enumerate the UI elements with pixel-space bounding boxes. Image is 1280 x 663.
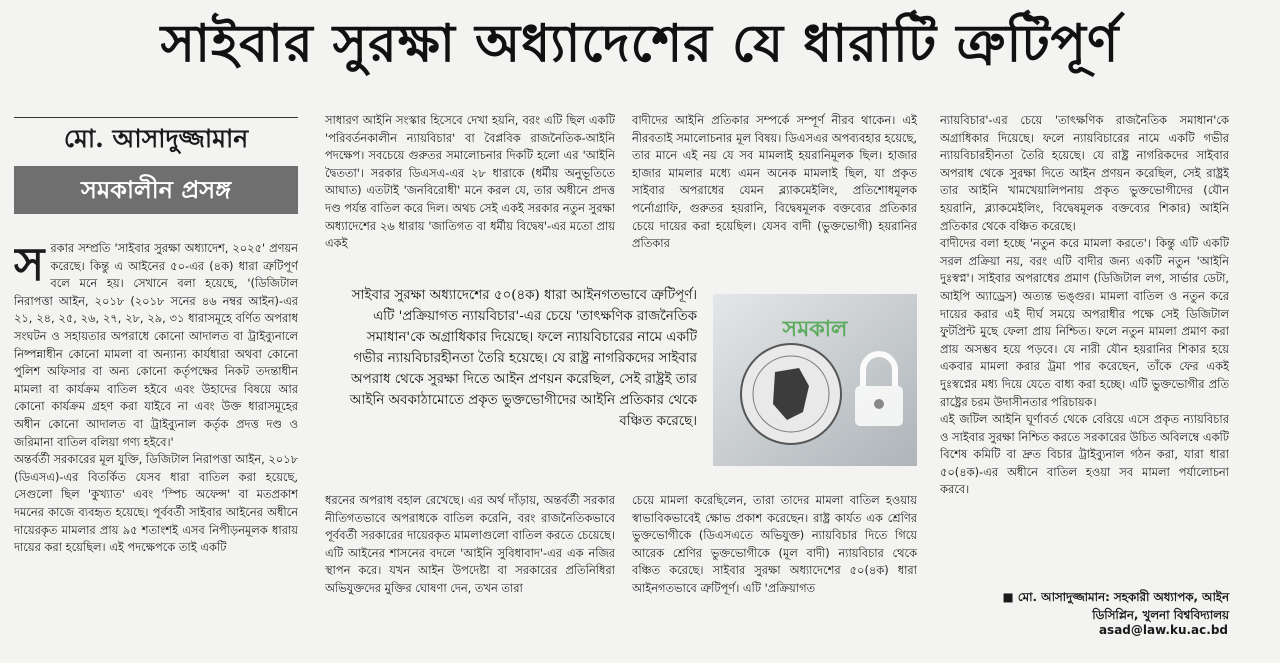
paragraph: ন্যায়বিচার'-এর চেয়ে 'তাৎক্ষণিক রাজনৈতিক সমাধান'কে অগ্রাধিকার দিয়েছে। ফলে ন্যায়বিচারের নামে একটি গভীর ন্যায়বিচারহীনতা তৈরি হয়েছে। যে রাষ্ট্র নাগরিকদের সাইবার অপরাধ থেকে সুরক্ষা দিতে আইন প্রণয়ন করেছিল, সেই রাষ্ট্রই তার আইনি খামখেয়ালিপনায় প্রকৃত ভুক্তভোগীদের (যৌন হয়রানি, ব্ল্যাকমেইলিং, বিদ্বেষমূলক বক্তব্যের শিকার) আইনি প্রতিকার থেকে বঞ্চিত করেছে। <box>940 113 1229 233</box>
author-email: asad@law.ku.ac.bd <box>1098 623 1228 637</box>
paragraph: বাদীদের বলা হচ্ছে 'নতুন করে মামলা করতে'। কিন্তু এটি একটি সরল প্রক্রিয়া নয়, বরং এটি বাদীর জন্য একটি নতুন 'আইনি দুঃস্বপ্ন'। সাইবার অপরাধের প্রমাণ (ডিজিটাল লগ, সার্ভার ডেটা, আইপি অ্যাড্রেস) অত্যন্ত ভঙ্গুর। মামলা বাতিল ও নতুন করে দায়ের করার এই দীর্ঘ সময়ে অপরাধীর পক্ষে সেই ডিজিটাল ফুটপ্রিন্ট মুছে ফেলা প্রায় নিশ্চিত। ফলে নতুন মামলা প্রমাণ করা প্রায় অসম্ভব হয়ে পড়বে। যে নারী যৌন হয়রানির শিকার হয়ে একবার মামলা করার ট্রমা পার করেছেন, তাঁকে ফের একই দুঃস্বপ্নের মধ্য দিয়ে যেতে বাধ্য করা হচ্ছে। এটি ভুক্তভোগীর প্রতি রাষ্ট্রের চরম উদাসীনতার পরিচায়ক। <box>940 236 1229 409</box>
watermark-logo: সমকাল <box>782 317 848 342</box>
author-note: ■ মো. আসাদুজ্জামান: সহকারী অধ্যাপক, আইন ডিসিপ্লিন, খুলনা বিশ্ববিদ্যালয় <box>1002 590 1229 622</box>
column-2-bottom: ধরনের অপরাধ বহাল রেখেছে। এর অর্থ দাঁড়ায়, অন্তর্বর্তী সরকার নীতিগতভাবে অপরাধকে বাতিল করেনি, বরং রাজনৈতিকভাবে পূর্ববর্তী সরকারের দায়েরকৃত মামলাগুলো বাতিল করতে চেয়েছে। এটি আইনের শাসনের বদলে 'আইনি সুবিধাবাদ'-এর এক নজির স্থাপন করে। যখন আইন উপদেষ্টা বা সরকারের প্রতিনিধিরা অভিযুক্তদের মুক্তির ঘোষণা দেন, তখন তারা <box>325 493 615 595</box>
paragraph: রকার সম্প্রতি 'সাইবার সুরক্ষা অধ্যাদেশ, ২০২৫' প্রণয়ন করেছে। কিন্তু এ আইনের ৫০-এর (৪ক) ধারা ত্রুটিপূর্ণ বলে মনে হয়। সেখানে বলা হয়েছে, '(ডিজিটাল নিরাপত্তা আইন, ২০১৮ (২০১৮ সনের ৪৬ নম্বর আইন)-এর ২১, ২৪, ২৫, ২৬, ২৭, ২৮, ২৯, ৩১ ধারাসমূহে বর্ণিত অপরাধ সংঘটন ও সহায়তার অপরাধে কোনো আদালত বা ট্রাইব্যুনালে নিষ্পন্নাধীন কোনো মামলা বা অন্যান্য কার্যধারা অথবা কোনো পুলিশ অফিসার বা অন্য কোনো কর্তৃপক্ষের নিকট তদন্তাধীন মামলা বা কার্যক্রম বাতিল হইবে এবং উহাদের বিষয়ে আর কোনো কার্যক্রম গ্রহণ করা যাইবে না এবং উক্ত ধারাসমূহের অধীন কোনো আদালত বা ট্রাইব্যুনাল কর্তৃক প্রদত্ত দণ্ড ও জরিমানা বাতিল বলিয়া গণ্য হইবে।' <box>14 241 298 449</box>
byline-rule <box>14 117 298 118</box>
column-2-top: সাধারণ আইনি সংস্কার হিসেবে দেখা হয়নি, বরং এটি ছিল একটি 'পরিবর্তনকালীন ন্যায়বিচার' বা বৈপ্লবিক রাজনৈতিক-আইনি পদক্ষেপ। সবচেয়ে গুরুতর সমালোচনার দিকটি হলো এর 'আইনি দ্বৈততা'। সরকার ডিএসএ-এর ২৮ ধারাকে (ধর্মীয় অনুভূতিতে আঘাত) এতটাই 'জনবিরোধী' মনে করল যে, তার অধীনে প্রদত্ত দণ্ড পর্যন্ত বাতিল করে দিল। অথচ সেই একই সরকার নতুন সুরক্ষা অধ্যাদেশের ২৬ ধারায় 'জাতিগত বা ধর্মীয় বিদ্বেষ'-এর মতো প্রায় একই <box>325 113 615 251</box>
column-3-bottom: চেয়ে মামলা করেছিলেন, তারা তাদের মামলা বাতিল হওয়ায় স্বাভাবিকভাবেই ক্ষোভ প্রকাশ করেছেন। রাষ্ট্র কার্যত এক শ্রেণির ভুক্তভোগীকে (ডিএসএতে অভিযুক্ত) ন্যায়বিচার দিতে গিয়ে আরেক শ্রেণির ভুক্তভোগীকে (মূল বাদী) ন্যায়বিচার থেকে বঞ্চিত করেছে। সাইবার সুরক্ষা অধ্যাদেশের ৫০(৪ক) ধারা আইনগতভাবে ত্রুটিপূর্ণ। এটি 'প্রক্রিয়াগত <box>632 493 917 595</box>
paragraph: এই জটিল আইনি ঘূর্ণাবর্ত থেকে বেরিয়ে এসে প্রকৃত ন্যায়বিচার ও সাইবার সুরক্ষা নিশ্চিত করতে সরকারের উচিত অবিলম্বে একটি বিশেষ কমিটি বা দ্রুত বিচার ট্রাইব্যুনাল গঠন করা, যারা ধারা ৫০(৪ক)-এর অধীনে বাতিল হওয়া সব মামলা পর্যালোচনা করবে। <box>940 412 1229 497</box>
column-4 <box>940 112 1229 580</box>
byline: মো. আসাদুজ্জামান <box>63 124 249 153</box>
section-label: সমকালীন প্রসঙ্গ <box>14 166 298 214</box>
government-seal-icon <box>741 344 841 444</box>
column-1 <box>14 240 298 644</box>
paragraph: অন্তর্বর্তী সরকারের মূল যুক্তি, ডিজিটাল নিরাপত্তা আইন, ২০১৮ (ডিএসএ)-এর বিতর্কিত যেসব ধারা বাতিল করা হয়েছে, সেগুলো ছিল 'কুখ্যাত' এবং 'স্পিচ অফেন্স' বা মতপ্রকাশ দমনের কাজে ব্যবহৃত হয়েছে। পূর্ববর্তী সাইবার আইনের অধীনে দায়েরকৃত মামলার প্রায় ৯৫ শতাংশই এসব নিপীড়নমূলক ধারায় দায়ের করা হয়েছিল। এই পদক্ষেপকে তাই একটি <box>14 452 298 555</box>
illustration-image <box>713 294 917 466</box>
dropcap: স <box>14 240 45 291</box>
column-3-top: বাদীদের আইনি প্রতিকার সম্পর্কে সম্পূর্ণ নীরব থাকেন। এই নীরবতাই সমালোচনার মূল বিষয়। ডিএসএর অপব্যবহার হয়েছে, তার মানে এই নয় যে সব মামলাই হয়রানিমূলক ছিল। হাজার হাজার মামলার মধ্যে এমন অনেক মামলাই ছিল, যা প্রকৃত সাইবার অপরাধের যেমন ব্ল্যাকমেইলিং, প্রতিশোধমূলক পর্নোগ্রাফি, গুরুতর হয়রানি, বিদ্বেষমূলক বক্তব্যের প্রতিকার চেয়ে দায়ের করা হয়েছিল। যেসব বাদী (ভুক্তভোগী) হয়রানির প্রতিকার <box>632 113 917 251</box>
headline: সাইবার সুরক্ষা অধ্যাদেশের যে ধারাটি ত্রুটিপূর্ণ <box>160 13 1120 74</box>
pull-quote: সাইবার সুরক্ষা অধ্যাদেশের ৫০(৪ক) ধারা আইনগতভাবে ত্রুটিপূর্ণ। এটি 'প্রক্রিয়াগত ন্যায়বিচার'-এর চেয়ে 'তাৎক্ষণিক রাজনৈতিক সমাধান'কে অগ্রাধিকার দিয়েছে। ফলে ন্যায়বিচারের নামে একটি গভীর ন্যায়বিচারহীনতা তৈরি হয়েছে। যে রাষ্ট্র নাগরিকদের সাইবার অপরাধ থেকে সুরক্ষা দিতে আইন প্রণয়ন করেছিল, সেই রাষ্ট্রই তার আইনি অবকাঠামোতে প্রকৃত ভুক্তভোগীদের আইনি প্রতিকার থেকে বঞ্চিত করেছে। <box>349 288 697 429</box>
